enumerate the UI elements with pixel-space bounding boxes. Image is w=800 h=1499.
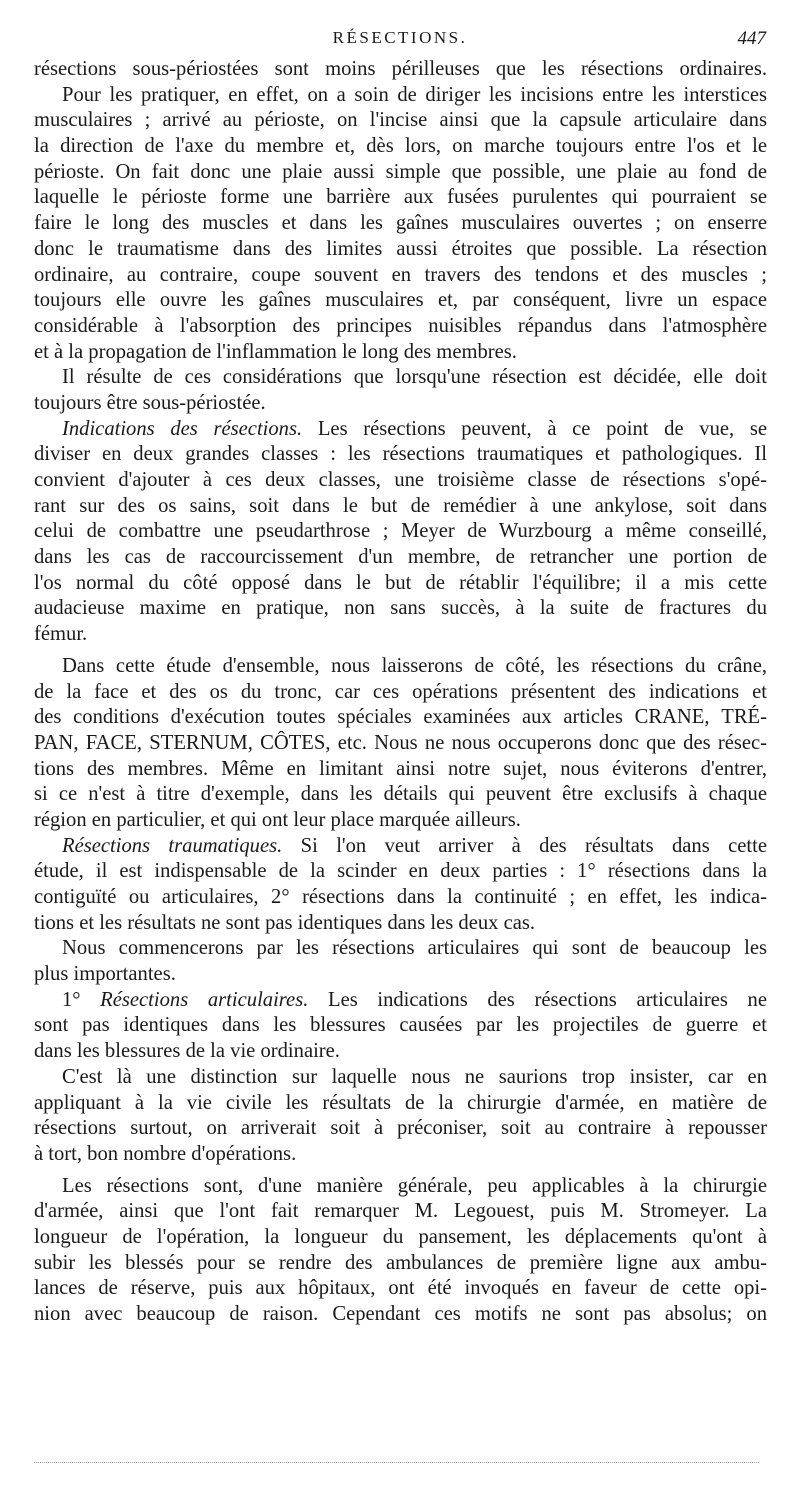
text-line: C'est là une distinction sur laquelle nous ne saurions trop insister, car en (62, 1065, 767, 1088)
text-line: appliquant à la vie civile les résultats de la chirurgie d'armée, en matière de (34, 1091, 767, 1114)
text-line: longueur de l'opération, la longueur du pansement, les déplacements qu'ont à (34, 1225, 767, 1248)
article-ref: STERNUM (149, 731, 248, 754)
text-line: sont pas identiques dans les blessures causées par les projectiles de guerre et (34, 1014, 767, 1037)
section-heading-indications: Indications des résections. (62, 417, 303, 440)
article-ref: CÔTES (260, 731, 326, 754)
text-line: Résections traumatiques. Si l'on veut arriver à des résultats dans cette (62, 834, 767, 857)
running-title: RÉSECTIONS. (332, 28, 468, 47)
section-heading-traumatiques: Résections traumatiques. (62, 834, 283, 857)
text-line: la direction de l'axe du membre et, dès lors, on marche toujours entre l'os et le (34, 135, 767, 158)
text-line: Indications des résections. Les résections peuvent, à ce point de vue, se (62, 417, 767, 440)
text-line: toujours elle ouvre les gaînes musculaires et, par conséquent, livre un espace (34, 289, 767, 312)
text-line: et à la propagation de l'inflammation le long des membres. (34, 340, 517, 363)
text-line: convient d'ajouter à ces deux classes, une troisième classe de résections s'opé- (34, 469, 767, 491)
text-line: tions des membres. Même en limitant ainsi notre sujet, nous éviterons d'entrer, (34, 757, 767, 780)
text-line: toujours être sous-périostée. (34, 391, 266, 414)
footer-rule (34, 1462, 759, 1463)
text-line: lances de réserve, puis aux hôpitaux, ont été invoqués en faveur de cette opi- (34, 1277, 767, 1300)
text-line: l'os normal du côté opposé dans le but de rétablir l'équilibre; il a mis cette (34, 571, 767, 594)
text-line: résections surtout, on arriverait soit à préconiser, soit au contraire à repousser (34, 1117, 767, 1140)
article-ref: CRANE (634, 706, 705, 729)
text-line: de la face et des os du tronc, car ces opérations présentent des indications et (34, 680, 767, 703)
body-text (34, 57, 767, 1328)
text-line: des conditions d'exécution toutes spéciales examinées aux articles CRANE, TRÉ- (34, 706, 767, 729)
text-line: diviser en deux grandes classes : les résections traumatiques et pathologiques. Il (34, 443, 767, 466)
text-line: rant sur des os sains, soit dans le but de remédier à une ankylose, soit dans (34, 494, 767, 517)
text-line: Il résulte de ces considérations que lorsqu'une résection est décidée, elle doit (62, 366, 767, 389)
text-line: ordinaire, au contraire, coupe souvent en travers des tendons et des muscles ; (34, 263, 767, 286)
text-line: subir les blessés pour se rendre des ambulances de première ligne aux ambu- (34, 1251, 767, 1274)
text-line: plus importantes. (34, 963, 176, 986)
text-line: donc le traumatisme dans des limites aussi étroites que possible. La résection (34, 237, 767, 260)
text-line: d'armée, ainsi que l'ont fait remarquer M. Legouest, puis M. Stromeyer. La (34, 1200, 767, 1223)
text-line: laquelle le périoste forme une barrière aux fusées purulentes qui pourraient se (34, 186, 767, 209)
text-line: faire le long des muscles et dans les gaînes musculaires ouvertes ; on enserre (34, 212, 767, 235)
text-line: Pour les pratiquer, en effet, on a soin de diriger les incisions entre les interstices (62, 83, 767, 106)
text-line: fémur. (34, 623, 88, 646)
text-line: PAN, FACE, STERNUM, CÔTES, etc. Nous ne nous occuperons donc que des résec- (34, 731, 767, 754)
text-line: Les résections sont, d'une manière générale, peu applicables à la chirurgie (62, 1174, 767, 1197)
article-ref: TRÉ- (721, 706, 767, 729)
text-line: à tort, bon nombre d'opérations. (34, 1142, 297, 1165)
text-line: tions et les résultats ne sont pas identiques dans les deux cas. (34, 911, 536, 934)
article-ref: PAN (34, 731, 74, 754)
article-ref: FACE (85, 731, 137, 754)
text-line: 1° Résections articulaires. Les indications des résections articulaires ne (62, 988, 767, 1011)
text-line: si ce n'est à titre d'exemple, dans les détails qui peuvent être exclusifs à chaque (34, 783, 767, 806)
text-line: nion avec beaucoup de raison. Cependant ces motifs ne sont pas absolus; on (34, 1303, 767, 1325)
text-line: celui de combattre une pseudarthrose ; Meyer de Wurzbourg a même conseillé, (34, 520, 767, 543)
text-line: audacieuse maxime en pratique, non sans succès, à la suite de fractures du (34, 597, 767, 620)
page-header (0, 28, 800, 58)
text-line: Nous commencerons par les résections articulaires qui sont de beaucoup les (62, 937, 767, 960)
text-line: dans les cas de raccourcissement d'un membre, de retrancher une portion de (34, 546, 767, 569)
text-line: Dans cette étude d'ensemble, nous laisserons de côté, les résections du crâne, (62, 654, 767, 677)
text-line: musculaires ; arrivé au périoste, on l'incise ainsi que la capsule articulaire dans (34, 109, 767, 132)
text-line: résections sous-périostées sont moins périlleuses que les résections ordinaires. (34, 58, 767, 80)
text-line: étude, il est indispensable de la scinder en deux parties : 1° résections dans la (34, 860, 767, 883)
page-number: 447 (737, 28, 766, 49)
text-line: contiguïté ou articulaires, 2° résections dans la continuité ; en effet, les indica- (34, 886, 767, 908)
section-heading-articulaires: Résections articulaires. (100, 988, 309, 1011)
text-line: région en particulier, et qui ont leur place marquée ailleurs. (34, 808, 521, 831)
text-line: périoste. On fait donc une plaie aussi simple que possible, une plaie au fond de (34, 160, 767, 183)
text-line: considérable à l'absorption des principes nuisibles répandus dans l'atmosphère (34, 314, 767, 337)
text-line: dans les blessures de la vie ordinaire. (34, 1040, 340, 1063)
